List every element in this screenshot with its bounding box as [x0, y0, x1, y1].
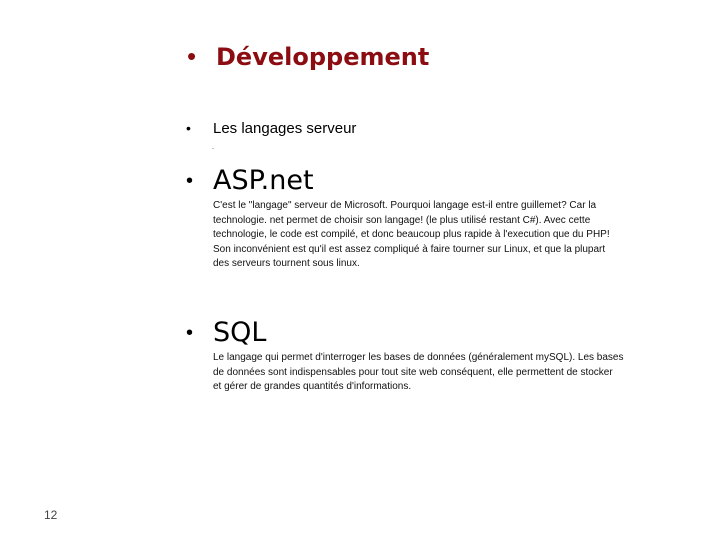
subtopic-trailing-dot: . [212, 144, 214, 151]
subtopic-heading: Les langages serveur [213, 120, 357, 137]
asp-section-heading: ASP.net [213, 165, 314, 196]
title-bullet: • [187, 41, 197, 71]
page-number: 12 [44, 508, 58, 522]
asp-section-body: C'est le "langage" serveur de Microsoft. Pourquoi langage est-il entre guillemet? Car la technologie. net permet de choisir son langage! (le plus utilisé restant C#). Avec cette technologie, le code est compilé, et donc beaucoup plus rapide à l'execution que du PHP! Son inconvénient est qu'il est assez compliqué à faire tourner sur Linux, et que la plupart des serveurs tournent sous linux. [213, 200, 610, 269]
sql-section-bullet: • [186, 322, 194, 344]
subtopic-bullet: • [186, 120, 191, 136]
asp-section-bullet: • [186, 170, 194, 192]
sql-section-body: Le langage qui permet d'interroger les bases de données (généralement mySQL). Les bases de données sont indispensables pour tout site web conséquent, elle permettent de stocker et gérer de grandes quantités d'informations. [213, 352, 624, 392]
slide-title: Développement [216, 43, 430, 71]
sql-section-heading: SQL [213, 317, 267, 348]
